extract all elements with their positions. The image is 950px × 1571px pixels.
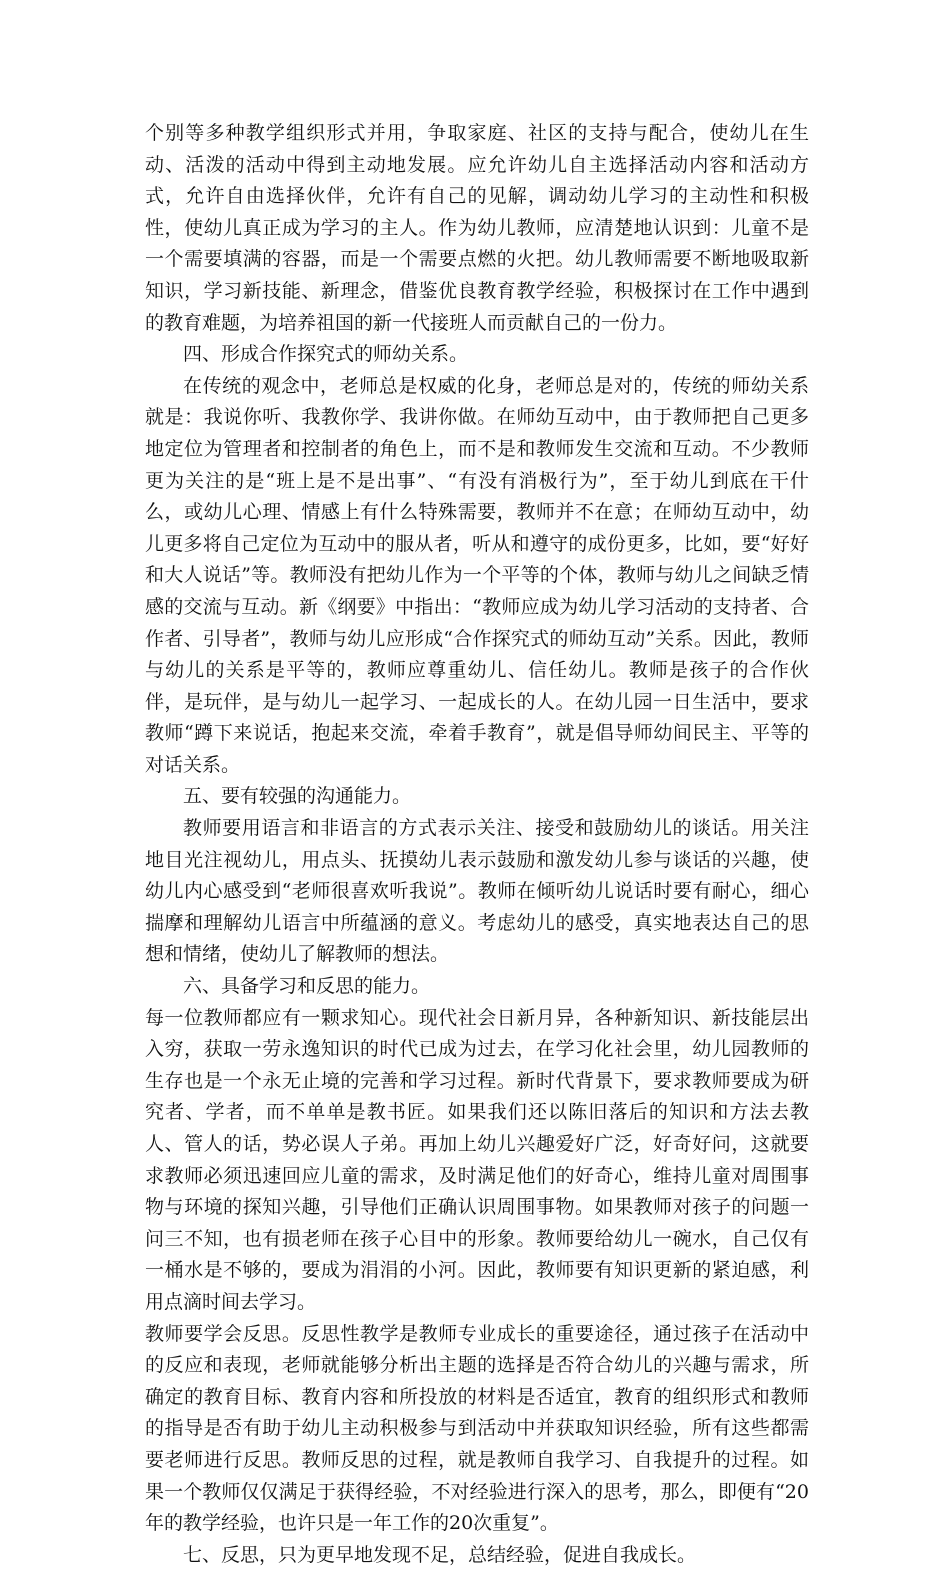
body-paragraph: 每一位教师都应有一颗求知心。现代社会日新月异，各种新知识、新技能层出入穷，获取一劳永逸知识的时代已成为过去，在学习化社会里，幼儿园教师的生存也是一个永无止境的完善和学习过程。新时代背景下，要求教师要成为研究者、学者，而不单单是教书匠。如果我们还以陈旧落后的知识和方法去教人、管人的话，势必误人子弟。再加上幼儿兴趣爱好广泛，好奇好问，这就要求教师必须迅速回应儿童的需求，及时满足他们的好奇心，维持儿童对周围事物与环境的探知兴趣，引导他们正确认识周围事物。如果教师对孩子的问题一问三不知，也有损老师在孩子心目中的形象。教师要给幼儿一碗水，自己仅有一桶水是不够的，要成为涓涓的小河。因此，教师要有知识更新的紧迫感，利用点滴时间去学习。 — [145, 1006, 809, 1313]
document-page — [145, 118, 809, 1571]
section-heading: 七、反思，只为更早地发现不足，总结经验，促进自我成长。 — [183, 1543, 697, 1566]
section-heading: 五、要有较强的沟通能力。 — [183, 785, 412, 808]
body-paragraph: 教师要学会反思。反思性教学是教师专业成长的重要途径，通过孩子在活动中的反应和表现，老师就能够分析出主题的选择是否符合幼儿的兴趣与需求，所确定的教育目标、教育内容和所投放的材料是否适宜，教育的组织形式和教师的指导是否有助于幼儿主动积极参与到活动中并获取知识经验，所有这些都需要老师进行反思。教师反思的过程，就是教师自我学习、自我提升的过程。如果一个教师仅仅满足于获得经验，不对经验进行深入的思考，那么，即便有“20年的教学经验，也许只是一年工作的20次重复”。 — [145, 1322, 809, 1535]
section-heading: 四、形成合作探究式的师幼关系。 — [183, 343, 469, 366]
body-paragraph: 在传统的观念中，老师总是权威的化身，老师总是对的，传统的师幼关系就是：我说你听、我教你学、我讲你做。在师幼互动中，由于教师把自己更多地定位为管理者和控制者的角色上，而不是和教师发生交流和互动。不少教师更为关注的是“班上是不是出事”、“有没有消极行为”，至于幼儿到底在干什么，或幼儿心理、情感上有什么特殊需要，教师并不在意；在师幼互动中，幼儿更多将自己定位为互动中的服从者，听从和遵守的成份更多，比如，要“好好和大人说话”等。教师没有把幼儿作为一个平等的个体，教师与幼儿之间缺乏情感的交流与互动。新《纲要》中指出：“教师应成为幼儿学习活动的支持者、合作者、引导者”，教师与幼儿应形成“合作探究式的师幼互动”关系。因此，教师与幼儿的关系是平等的，教师应尊重幼儿、信任幼儿。教师是孩子的合作伙伴，是玩伴，是与幼儿一起学习、一起成长的人。在幼儿园一日生活中，要求教师“蹲下来说话，抱起来交流，牵着手教育”，就是倡导师幼间民主、平等的对话关系。 — [145, 374, 809, 776]
section-heading: 六、具备学习和反思的能力。 — [183, 975, 431, 998]
body-paragraph: 个别等多种教学组织形式并用，争取家庭、社区的支持与配合，使幼儿在生动、活泼的活动中得到主动地发展。应允许幼儿自主选择活动内容和活动方式，允许自由选择伙伴，允许有自己的见解，调动幼儿学习的主动性和积极性，使幼儿真正成为学习的主人。作为幼儿教师，应清楚地认识到：儿童不是一个需要填满的容器，而是一个需要点燃的火把。幼儿教师需要不断地吸取新知识，学习新技能、新理念，借鉴优良教育教学经验，积极探讨在工作中遇到的教育难题，为培养祖国的新一代接班人而贡献自己的一份力。 — [145, 122, 809, 334]
body-paragraph: 教师要用语言和非语言的方式表示关注、接受和鼓励幼儿的谈话。用关注地目光注视幼儿，用点头、抚摸幼儿表示鼓励和激发幼儿参与谈话的兴趣，使幼儿内心感受到“老师很喜欢听我说”。教师在倾听幼儿说话时要有耐心，细心揣摩和理解幼儿语言中所蕴涵的意义。考虑幼儿的感受，真实地表达自己的思想和情绪，使幼儿了解教师的想法。 — [145, 817, 809, 966]
